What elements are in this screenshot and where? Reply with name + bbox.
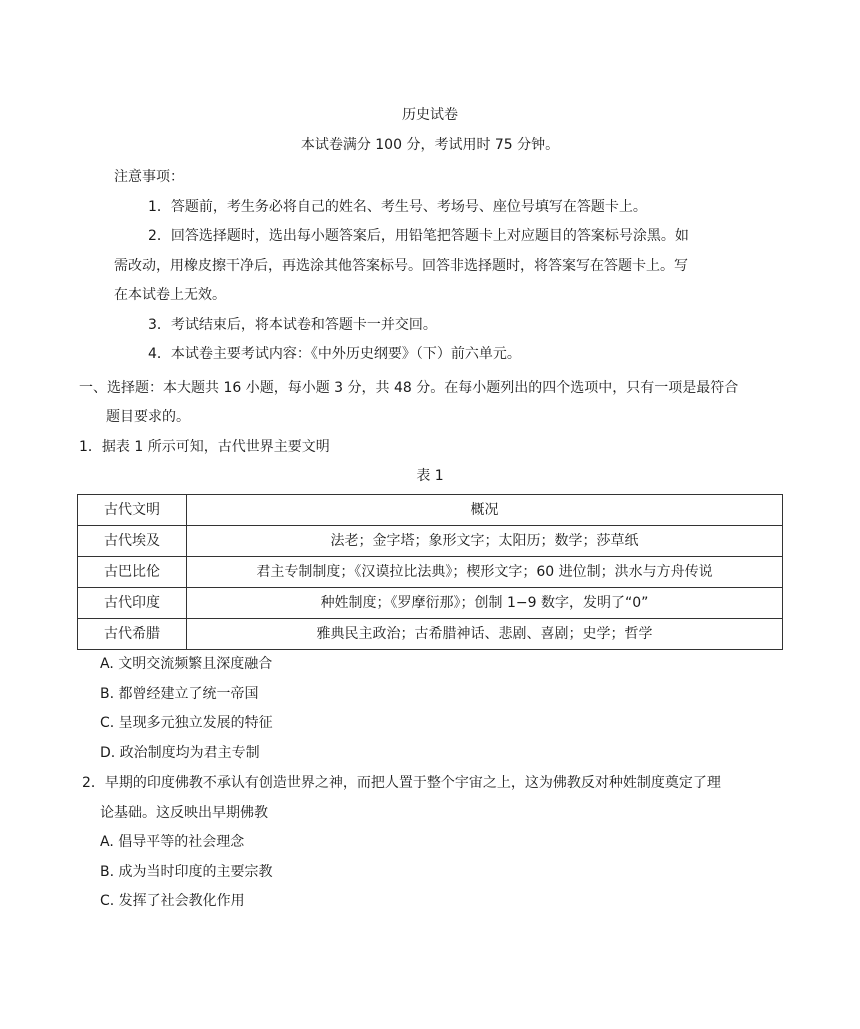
table-header-cell: 概况 <box>187 495 783 526</box>
notice-item: 1．答题前，考生务必将自己的姓名、考生号、考场号、座位号填写在答题卡上。 <box>148 199 647 215</box>
table-caption: 表 1 <box>416 468 444 484</box>
table-header-cell: 古代文明 <box>78 495 187 526</box>
option-d: D. 政治制度均为君主专制 <box>100 745 260 761</box>
table-row <box>78 588 783 619</box>
table-cell: 雅典民主政治；古希腊神话、悲剧、喜剧；史学；哲学 <box>187 619 783 650</box>
table-row <box>78 557 783 588</box>
option-b: B. 成为当时印度的主要宗教 <box>100 864 273 880</box>
notice-item: 4．本试卷主要考试内容：《中外历史纲要》（下）前六单元。 <box>148 346 521 362</box>
table-header-row <box>78 495 783 526</box>
section-heading-cont: 题目要求的。 <box>106 409 190 425</box>
table-cell: 古巴比伦 <box>78 557 187 588</box>
question-2-stem-cont: 论基础。这反映出早期佛教 <box>100 805 268 821</box>
option-b: B. 都曾经建立了统一帝国 <box>100 686 259 702</box>
question-1-stem: 1．据表 1 所示可知，古代世界主要文明 <box>79 439 330 455</box>
exam-info: 本试卷满分 100 分，考试用时 75 分钟。 <box>300 137 560 153</box>
option-c: C. 呈现多元独立发展的特征 <box>100 715 273 731</box>
notice-item: 3．考试结束后，将本试卷和答题卡一并交回。 <box>148 317 437 333</box>
option-a: A. 倡导平等的社会理念 <box>100 834 245 850</box>
table-cell: 古代印度 <box>78 588 187 619</box>
notice-heading: 注意事项： <box>114 169 184 185</box>
table-cell: 种姓制度；《罗摩衍那》；创制 1−9 数字，发明了“0” <box>187 588 783 619</box>
question-2-stem: 2．早期的印度佛教不承认有创造世界之神，而把人置于整个宇宙之上，这为佛教反对种姓制度奠定了理 <box>82 775 721 791</box>
notice-item: 在本试卷上无效。 <box>114 287 226 303</box>
table-cell: 古代埃及 <box>78 526 187 557</box>
table-cell: 法老；金字塔；象形文字；太阳历；数学；莎草纸 <box>187 526 783 557</box>
page-title: 历史试卷 <box>402 107 458 123</box>
option-a: A. 文明交流频繁且深度融合 <box>100 656 273 672</box>
table-row <box>78 526 783 557</box>
section-heading: 一、选择题：本大题共 16 小题，每小题 3 分，共 48 分。在每小题列出的四个选项中，只有一项是最符合 <box>79 380 739 396</box>
option-c: C. 发挥了社会教化作用 <box>100 893 245 909</box>
table-cell: 君主专制制度；《汉谟拉比法典》；楔形文字；60 进位制；洪水与方舟传说 <box>187 557 783 588</box>
notice-item: 需改动，用橡皮擦干净后，再选涂其他答案标号。回答非选择题时，将答案写在答题卡上。写 <box>114 258 688 274</box>
table-row <box>78 619 783 650</box>
notice-item: 2．回答选择题时，选出每小题答案后，用铅笔把答题卡上对应题目的答案标号涂黑。如 <box>148 228 689 244</box>
table-cell: 古代希腊 <box>78 619 187 650</box>
civilization-table <box>77 494 783 650</box>
